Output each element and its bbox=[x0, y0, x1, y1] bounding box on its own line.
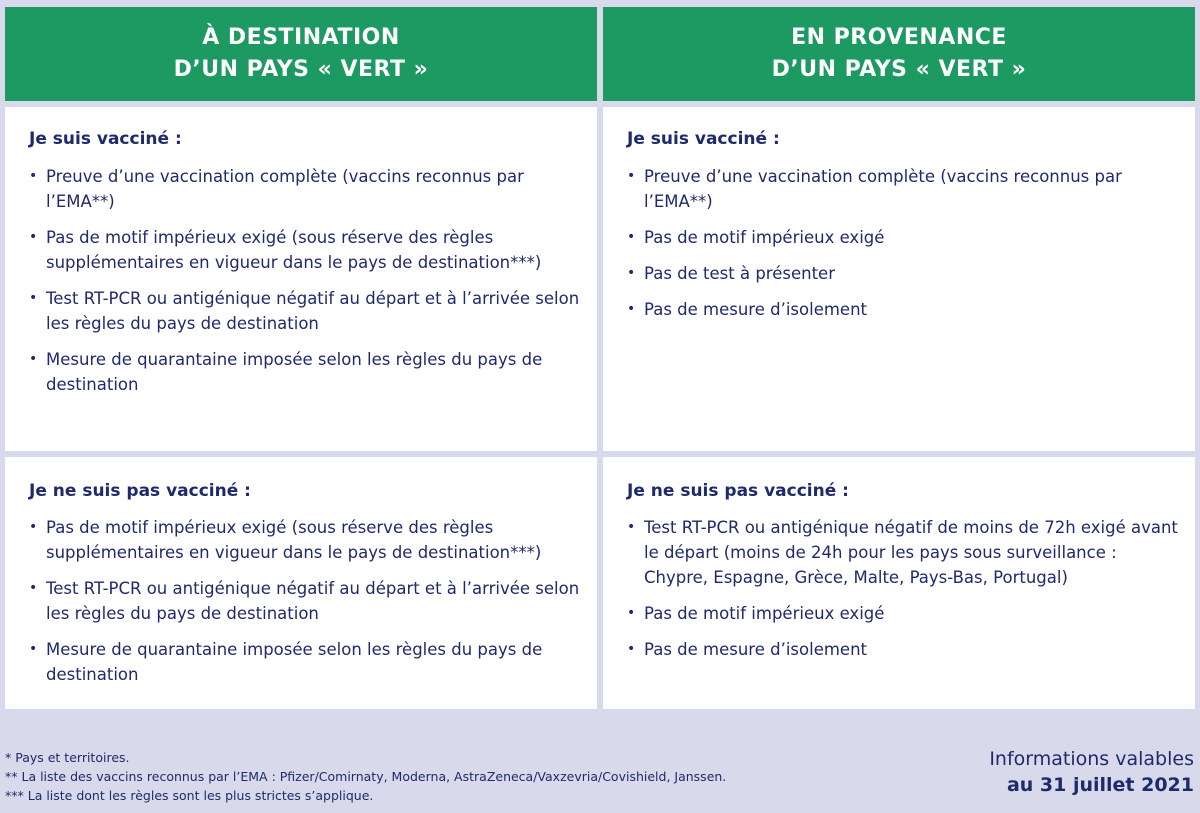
list-item-text: Preuve d’une vaccination complète (vaccins reconnus par l’EMA**) bbox=[644, 167, 1122, 211]
list-item-text: Mesure de quarantaine imposée selon les règles du pays de destination bbox=[46, 350, 543, 394]
bullet-icon: • bbox=[29, 229, 38, 245]
validity-label: Informations valables bbox=[989, 748, 1194, 770]
list-item-text: Pas de motif impérieux exigé bbox=[644, 604, 885, 623]
bullet-icon: • bbox=[29, 168, 38, 184]
list-item bbox=[29, 576, 581, 626]
header-provenance-line1: EN PROVENANCE bbox=[791, 25, 1007, 50]
list-item bbox=[29, 637, 581, 687]
list-item-text: Pas de motif impérieux exigé (sous réserve des règles supplémentaires en vigueur dans le pays de destination***) bbox=[46, 228, 542, 272]
list-item bbox=[627, 164, 1179, 214]
list-item bbox=[627, 637, 1179, 662]
list-item bbox=[29, 515, 581, 565]
validity-note bbox=[989, 746, 1194, 798]
card-title: Je suis vacciné : bbox=[627, 129, 780, 149]
list-item bbox=[627, 601, 1179, 626]
list-item-text: Preuve d’une vaccination complète (vaccins reconnus par l’EMA**) bbox=[46, 167, 524, 211]
card-destination-not-vaccinated bbox=[5, 457, 597, 709]
list-item-text: Pas de motif impérieux exigé (sous réserve des règles supplémentaires en vigueur dans le pays de destination***) bbox=[46, 518, 542, 562]
requirements-list bbox=[627, 164, 1179, 333]
footnote: * Pays et territoires. bbox=[5, 750, 130, 765]
bullet-icon: • bbox=[627, 605, 636, 621]
bullet-icon: • bbox=[627, 301, 636, 317]
bullet-icon: • bbox=[29, 641, 38, 657]
list-item-text: Test RT-PCR ou antigénique négatif au départ et à l’arrivée selon les règles du pays de destination bbox=[46, 289, 580, 333]
list-item-text: Mesure de quarantaine imposée selon les règles du pays de destination bbox=[46, 640, 543, 684]
card-provenance-not-vaccinated bbox=[603, 457, 1195, 709]
requirements-list bbox=[29, 515, 581, 698]
card-title: Je ne suis pas vacciné : bbox=[29, 481, 251, 501]
list-item bbox=[627, 225, 1179, 250]
validity-date: au 31 juillet 2021 bbox=[1006, 774, 1194, 796]
card-title: Je ne suis pas vacciné : bbox=[627, 481, 849, 501]
bullet-icon: • bbox=[627, 229, 636, 245]
list-item-text: Pas de mesure d’isolement bbox=[644, 640, 868, 659]
bullet-icon: • bbox=[29, 290, 38, 306]
bullet-icon: • bbox=[29, 580, 38, 596]
footnotes bbox=[5, 748, 726, 805]
bullet-icon: • bbox=[29, 519, 38, 535]
list-item bbox=[627, 261, 1179, 286]
list-item bbox=[29, 347, 581, 397]
footnote: ** La liste des vaccins reconnus par l’EMA : Pfizer/Comirnaty, Moderna, AstraZeneca/Vaxzevria/Covishield, Janssen. bbox=[5, 769, 727, 784]
header-destination-line1: À DESTINATION bbox=[202, 25, 400, 50]
list-item bbox=[29, 164, 581, 214]
card-title: Je suis vacciné : bbox=[29, 129, 182, 149]
list-item bbox=[627, 297, 1179, 322]
list-item-text: Test RT-PCR ou antigénique négatif de moins de 72h exigé avant le départ (moins de 24h pour les pays sous surveillance : Chypre, Espagne, Grèce, Malte, Pays-Bas, Portugal) bbox=[644, 518, 1178, 587]
bullet-icon: • bbox=[627, 265, 636, 281]
requirements-list bbox=[29, 164, 581, 408]
bullet-icon: • bbox=[627, 168, 636, 184]
bullet-icon: • bbox=[627, 519, 636, 535]
list-item bbox=[627, 515, 1179, 590]
list-item-text: Test RT-PCR ou antigénique négatif au départ et à l’arrivée selon les règles du pays de destination bbox=[46, 579, 580, 623]
footnote: *** La liste dont les règles sont les plus strictes s’applique. bbox=[5, 788, 374, 803]
card-provenance-vaccinated bbox=[603, 107, 1195, 451]
header-provenance bbox=[603, 7, 1195, 101]
list-item bbox=[29, 225, 581, 275]
header-destination bbox=[5, 7, 597, 101]
list-item-text: Pas de motif impérieux exigé bbox=[644, 228, 885, 247]
list-item-text: Pas de mesure d’isolement bbox=[644, 300, 868, 319]
list-item bbox=[29, 286, 581, 336]
card-destination-vaccinated bbox=[5, 107, 597, 451]
requirements-list bbox=[627, 515, 1179, 673]
header-provenance-line2: D’UN PAYS « VERT » bbox=[771, 57, 1027, 82]
list-item-text: Pas de test à présenter bbox=[644, 264, 835, 283]
bullet-icon: • bbox=[29, 351, 38, 367]
bullet-icon: • bbox=[627, 641, 636, 657]
header-destination-line2: D’UN PAYS « VERT » bbox=[173, 57, 429, 82]
